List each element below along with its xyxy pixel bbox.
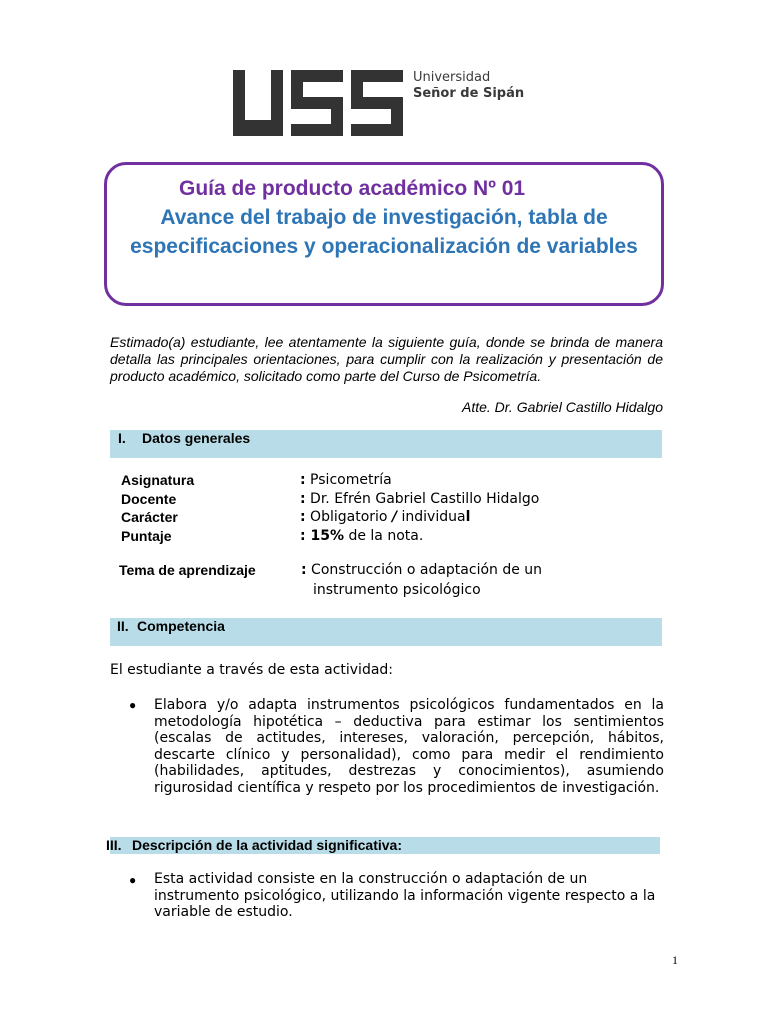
section-bar-datos-generales — [110, 430, 662, 458]
section-number: II. — [117, 618, 129, 634]
bullet-icon: ● — [129, 873, 137, 887]
field-value: : Obligatorio / individual — [300, 509, 471, 525]
intro-paragraph: Estimado(a) estudiante, lee atentamente la siguiente guía, donde se brinda de manera detalla las principales orientaciones, para cumplir con la realización y presentación de producto académico, solicitado como parte del Curso de Psicometría. — [110, 334, 663, 384]
field-label: Tema de aprendizaje — [119, 562, 256, 578]
field-value-continued: instrumento psicológico — [313, 582, 481, 598]
uss-logo — [233, 70, 533, 136]
field-label: Carácter — [121, 509, 178, 525]
page-number: 1 — [672, 953, 678, 967]
field-label: Puntaje — [121, 528, 172, 544]
competencia-intro: El estudiante a través de esta actividad: — [110, 662, 394, 678]
field-value: : 15% de la nota. — [300, 528, 424, 544]
logo-text — [413, 70, 524, 102]
field-label: Asignatura — [121, 472, 195, 488]
field-value: : Construcción o adaptación de un — [301, 562, 543, 578]
competencia-bullet: Elabora y/o adapta instrumentos psicológicos fundamentados en la metodología hipotética – deductiva para estimar los sentimientos (escalas de actitudes, intereses, valoración, percepción, hábitos, descarte clínico y personalidad), como para medir el rendimiento (habilidades, aptitudes, destrezas y conocimientos), asumiendo rigurosidad científica y respeto por los procedimientos de investigación. — [154, 697, 664, 796]
section-number: III. — [106, 837, 122, 853]
section-title: Datos generales — [142, 430, 251, 446]
guide-title: Guía de producto académico Nº 01 — [179, 177, 526, 200]
section-title: Competencia — [137, 618, 225, 634]
section-number: I. — [118, 430, 126, 446]
title-box — [104, 162, 664, 306]
signature: Atte. Dr. Gabriel Castillo Hidalgo — [461, 399, 663, 415]
bullet-icon: ● — [129, 698, 137, 712]
section-title: Descripción de la actividad significativa: — [132, 837, 402, 853]
field-value: : Dr. Efrén Gabriel Castillo Hidalgo — [300, 491, 540, 507]
guide-subtitle: Avance del trabajo de investigación, tabla de especificaciones y operacionalización de variables — [130, 206, 638, 258]
logo-university: Universidad — [413, 70, 491, 85]
field-value: : Psicometría — [300, 472, 392, 488]
logo-name: Señor de Sipán — [413, 86, 525, 101]
section-bar-competencia — [110, 618, 662, 646]
section-bar-descripcion — [106, 837, 660, 854]
descripcion-bullet: Esta actividad consiste en la construcción o adaptación de un instrumento psicológico, utilizando la información vigente respecto a la variable de estudio. — [154, 871, 656, 921]
field-label: Docente — [121, 491, 177, 507]
uss-logo-mark — [233, 70, 403, 136]
